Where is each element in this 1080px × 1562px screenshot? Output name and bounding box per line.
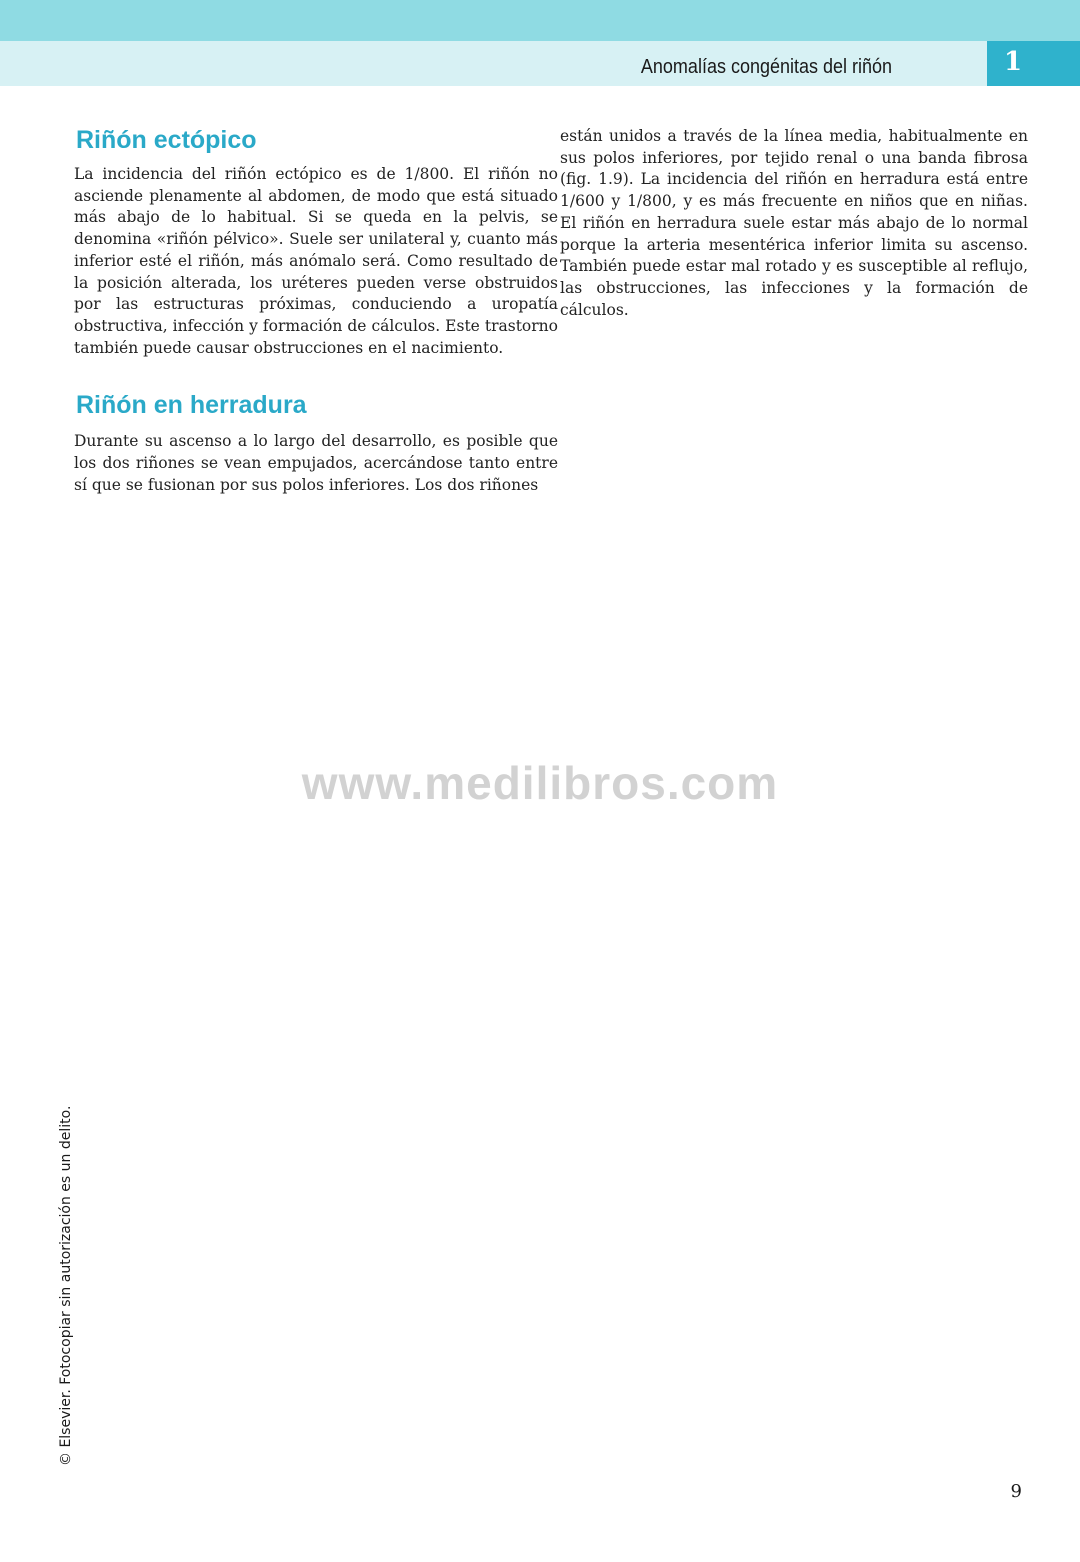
header-top-band <box>0 0 1080 41</box>
right-column <box>560 126 1028 321</box>
running-title: Anomalías congénitas del riñón <box>640 56 892 78</box>
chapter-number: 1 <box>1003 47 1023 77</box>
header-band <box>0 41 1080 86</box>
paragraph-ectopic: La incidencia del riñón ectópico es de 1/800. El riñón no asciende plenamente al abdomen, de modo que está situado más abajo de lo habitual. Si se queda en la pelvis, se denomina «riñón pélvico». Suele ser unilateral y, cuanto más inferior esté el riñón, más anómalo será. Como resultado de la posición alterada, los uréteres pueden verse obstruidos por las estructuras próximas, conduciendo a uropatía obstructiva, infección y formación de cálculos. Este trastorno también puede causar obstrucciones en el nacimiento. <box>74 165 558 357</box>
section-heading-horseshoe: Riñón en herradura <box>76 391 307 420</box>
watermark: www.medilibros.com <box>301 757 779 809</box>
chapter-badge <box>987 41 1080 86</box>
paragraph-horseshoe-continuation: están unidos a través de la línea media, habitualmente en sus polos inferiores, por tejido renal o una banda fibrosa (fig. 1.9). La incidencia del riñón en herradura está entre 1/600 y 1/800, y es más frecuente en niños que en niñas. El riñón en herradura suele estar más abajo de lo normal porque la arteria mesentérica inferior limita su ascenso. También puede estar mal rotado y es susceptible al reflujo, las obstrucciones, las infecciones y la formación de cálculos. <box>560 127 1028 319</box>
copyright-notice: © Elsevier. Fotocopiar sin autorización es un delito. <box>58 1105 74 1466</box>
left-column <box>74 122 558 496</box>
paragraph-horseshoe: Durante su ascenso a lo largo del desarrollo, es posible que los dos riñones se vean empujados, acercándose tanto entre sí que se fusionan por sus polos inferiores. Los dos riñones <box>74 432 558 494</box>
section-heading-ectopic: Riñón ectópico <box>76 126 257 154</box>
page-number: 9 <box>1010 1481 1022 1502</box>
